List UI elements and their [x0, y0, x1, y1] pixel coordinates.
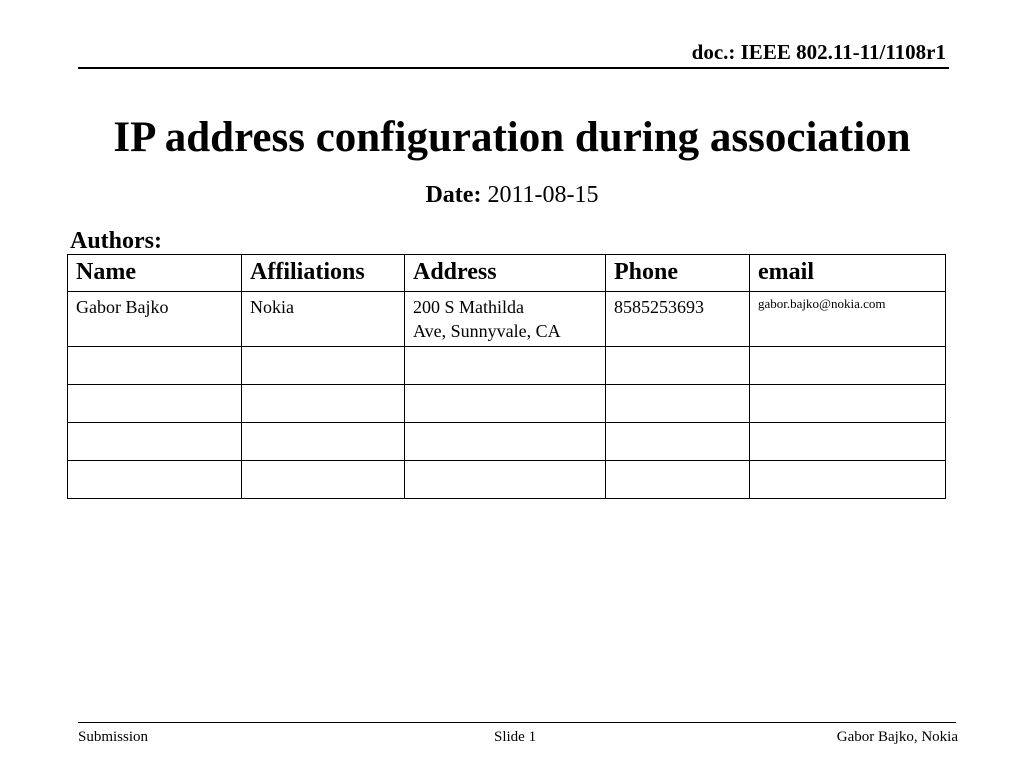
- empty-cell: [750, 385, 946, 423]
- empty-cell: [68, 423, 242, 461]
- footer-slide-number: Slide 1: [494, 729, 537, 745]
- footer-author: Gabor Bajko, Nokia: [836, 729, 958, 745]
- column-header-phone: Phone: [606, 255, 750, 292]
- empty-cell: [750, 347, 946, 385]
- authors-label: Authors:: [70, 228, 163, 254]
- author-name-cell: Gabor Bajko: [68, 292, 242, 347]
- table-row: [68, 385, 946, 423]
- slide-title: IP address configuration during association: [113, 114, 911, 161]
- empty-cell: [606, 385, 750, 423]
- table-row: [68, 347, 946, 385]
- empty-cell: [242, 385, 405, 423]
- empty-cell: [750, 461, 946, 499]
- empty-cell: [68, 347, 242, 385]
- column-header-affiliations: Affiliations: [242, 255, 405, 292]
- footer-submission: Submission: [78, 729, 149, 745]
- empty-cell: [405, 423, 606, 461]
- table-row: [68, 423, 946, 461]
- date-line: [0, 180, 1024, 210]
- empty-cell: [606, 461, 750, 499]
- authors-table: [67, 254, 946, 499]
- author-address-cell: [405, 292, 606, 347]
- empty-cell: [242, 461, 405, 499]
- header-divider: [78, 67, 949, 69]
- address-line-1: 200 S Mathilda: [413, 297, 524, 317]
- column-header-email: email: [750, 255, 946, 292]
- column-header-address: Address: [405, 255, 606, 292]
- empty-cell: [68, 461, 242, 499]
- column-header-name: Name: [68, 255, 242, 292]
- empty-cell: [405, 385, 606, 423]
- date-label: Date:: [425, 182, 482, 208]
- footer-divider: [78, 722, 956, 723]
- empty-cell: [606, 423, 750, 461]
- table-row: [68, 461, 946, 499]
- empty-cell: [405, 461, 606, 499]
- author-affiliation-cell: Nokia: [242, 292, 405, 347]
- table-header-row: [68, 255, 946, 292]
- empty-cell: [606, 347, 750, 385]
- date-value: 2011-08-15: [487, 182, 599, 208]
- empty-cell: [750, 423, 946, 461]
- empty-cell: [405, 347, 606, 385]
- empty-cell: [242, 347, 405, 385]
- empty-cell: [242, 423, 405, 461]
- document-id: doc.: IEEE 802.11-11/1108r1: [691, 40, 946, 64]
- address-line-2: Ave, Sunnyvale, CA: [413, 321, 561, 341]
- table-row: [68, 292, 946, 347]
- empty-cell: [68, 385, 242, 423]
- author-email-cell: gabor.bajko@nokia.com: [750, 292, 946, 347]
- author-phone-cell: 8585253693: [606, 292, 750, 347]
